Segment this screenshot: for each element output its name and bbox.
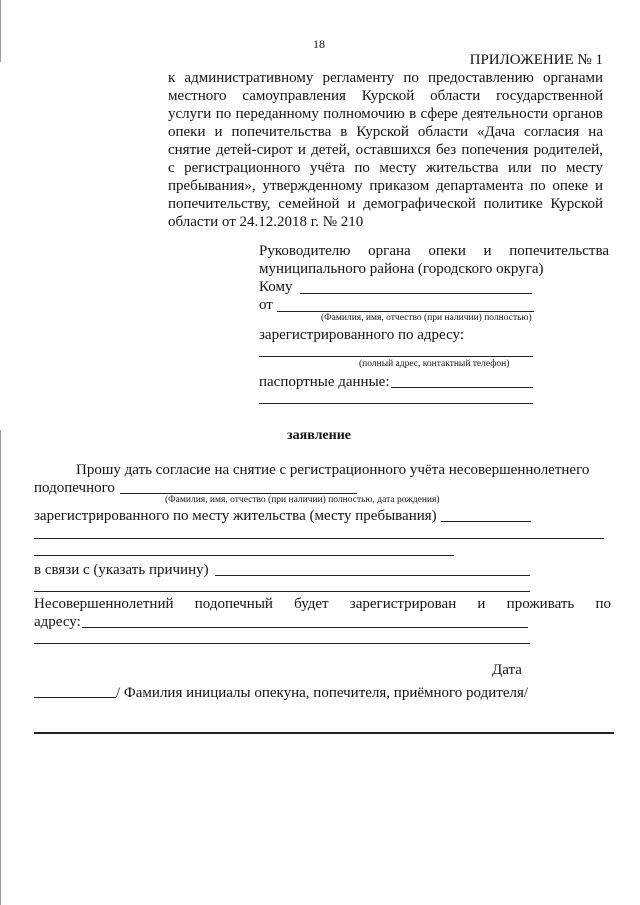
from-label: от bbox=[259, 297, 273, 313]
to-label: Кому bbox=[259, 279, 293, 295]
will-be-registered-line: Несовершеннолетний подопечный будет зарегистрирован и проживать по bbox=[34, 596, 611, 612]
appendix-title: ПРИЛОЖЕНИЕ № 1 bbox=[469, 52, 603, 68]
registered-address-label: зарегистрированного по адресу: bbox=[259, 327, 464, 343]
residence-field-2[interactable] bbox=[34, 538, 604, 539]
to-field[interactable] bbox=[300, 293, 532, 294]
from-field[interactable] bbox=[277, 311, 534, 312]
appendix-line: пребывания», утвержденному приказом департамента по опеке и bbox=[168, 178, 603, 194]
appendix-text bbox=[168, 69, 603, 231]
appendix-line: с регистрационного учёта по месту жительства или по месту bbox=[168, 160, 603, 176]
ward-hint: (Фамилия, имя, отчество (при наличии) полностью, дата рождения) bbox=[165, 495, 440, 505]
reason-label: в связи с (указать причину) bbox=[34, 562, 209, 578]
page-number: 18 bbox=[313, 37, 325, 51]
appendix-line: к административному регламенту по предоставлению органами bbox=[168, 70, 603, 86]
residence-field[interactable] bbox=[441, 521, 531, 522]
document-heading: заявление bbox=[287, 428, 351, 443]
addressee-line-1: Руководителю органа опеки и попечительства bbox=[259, 243, 609, 259]
scan-edge-top bbox=[0, 0, 1, 62]
appendix-line: области от 24.12.2018 г. № 210 bbox=[168, 214, 364, 230]
address-field[interactable] bbox=[259, 356, 533, 357]
appendix-line: опеки и попечительства в Курской области «Дача согласия на bbox=[168, 124, 603, 140]
passport-label: паспортные данные: bbox=[259, 374, 390, 390]
signature-caption: / Фамилия инициалы опекуна, попечителя, приёмного родителя/ bbox=[116, 685, 529, 701]
appendix-line: снятие детей-сирот и детей, оставшихся без попечения родителей, bbox=[168, 142, 603, 158]
addressee-line-2: муниципального района (городского округа) bbox=[259, 261, 544, 277]
appendix-line: услуги по переданному полномочию в сфере деятельности органов bbox=[168, 106, 603, 122]
passport-field[interactable] bbox=[391, 387, 533, 388]
residence-field-3[interactable] bbox=[34, 555, 454, 556]
appendix-line: местного самоуправления Курской области государственной bbox=[168, 88, 603, 104]
new-address-field-2[interactable] bbox=[34, 643, 530, 644]
scan-edge-bottom bbox=[0, 430, 1, 905]
signature-field[interactable] bbox=[34, 697, 116, 698]
registered-residence-label: зарегистрированного по месту жительства (месту пребывания) bbox=[34, 508, 437, 524]
reason-field-2[interactable] bbox=[34, 591, 530, 592]
date-label: Дата bbox=[492, 662, 522, 678]
ward-field[interactable] bbox=[120, 493, 357, 494]
ward-label: подопечного bbox=[34, 480, 115, 496]
appendix-line: попечительству, семейной и демографической политике Курской bbox=[168, 196, 603, 212]
address-hint: (полный адрес, контактный телефон) bbox=[359, 359, 510, 369]
bottom-rule bbox=[34, 732, 614, 734]
request-line: Прошу дать согласие на снятие с регистрационного учёта несовершеннолетнего bbox=[76, 462, 590, 478]
fio-hint: (Фамилия, имя, отчество (при наличии) полностью) bbox=[321, 313, 532, 323]
passport-field-2[interactable] bbox=[259, 403, 533, 404]
new-address-field[interactable] bbox=[82, 627, 528, 628]
address-label: адресу: bbox=[34, 614, 81, 630]
reason-field[interactable] bbox=[215, 575, 530, 576]
